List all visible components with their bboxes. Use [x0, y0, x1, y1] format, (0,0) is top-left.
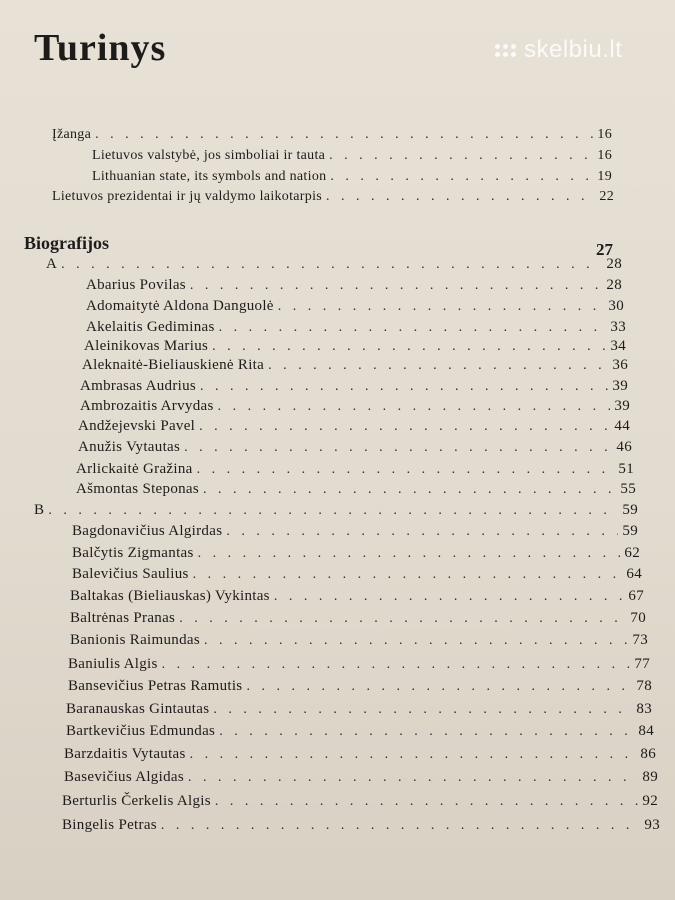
dot-leader	[274, 589, 625, 605]
toc-entry	[84, 338, 626, 358]
toc-entry-label: Baltakas (Bieliauskas) Vykintas	[70, 588, 270, 604]
toc-entry-intro	[92, 169, 612, 189]
toc-entry-label: Akelaitis Gediminas	[86, 319, 215, 335]
toc-entry-label: Ambrozaitis Arvydas	[80, 398, 214, 414]
toc-entry-label: Ašmontas Steponas	[76, 481, 200, 497]
dot-leader	[203, 482, 616, 498]
toc-entry-page: 34	[610, 338, 626, 354]
toc-entry-label: A	[46, 256, 58, 272]
page-title: Turinys	[34, 27, 167, 69]
toc-entry	[86, 298, 624, 318]
dot-leader	[212, 339, 606, 355]
toc-entry-intro	[92, 148, 612, 168]
toc-entry-page: 19	[597, 169, 612, 184]
toc-entry-page: 67	[628, 588, 644, 604]
toc-entry-label: Lithuanian state, its symbols and nation	[92, 169, 327, 184]
watermark-logo-icon	[495, 44, 516, 57]
toc-entry	[80, 378, 628, 398]
toc-entry-label: Bartkevičius Edmundas	[66, 723, 216, 739]
toc-entry	[64, 769, 658, 789]
dot-leader	[61, 257, 602, 273]
dot-leader	[179, 611, 626, 627]
dot-leader	[246, 679, 632, 695]
dot-leader	[95, 127, 593, 143]
toc-entry	[78, 418, 630, 438]
toc-entry-label: Bansevičius Petras Ramutis	[68, 678, 243, 694]
toc-entry	[66, 701, 652, 721]
dot-leader	[213, 702, 632, 718]
toc-entry-page: 59	[622, 502, 638, 518]
toc-entry	[80, 398, 630, 418]
toc-entry	[68, 656, 650, 676]
dot-leader	[219, 320, 607, 336]
toc-entry	[82, 357, 628, 377]
toc-entry-page: 55	[620, 481, 636, 497]
dot-leader	[161, 818, 640, 834]
dot-leader	[204, 633, 628, 649]
toc-entry-label: Bagdonavičius Algirdas	[72, 523, 223, 539]
toc-entry-page: 78	[636, 678, 652, 694]
toc-entry-page: 64	[626, 566, 642, 582]
toc-entry-intro	[52, 189, 614, 209]
toc-entry-page: 39	[614, 398, 630, 414]
toc-entry-page: 28	[606, 256, 622, 272]
toc-entry-label: Bingelis Petras	[62, 817, 157, 833]
section-heading: Biografijos	[24, 233, 109, 253]
toc-entry-label: Andžejevski Pavel	[78, 418, 196, 434]
dot-leader	[268, 358, 608, 374]
toc-entry-page: 39	[612, 378, 628, 394]
dot-leader	[215, 794, 639, 810]
toc-entry-page: 33	[610, 319, 626, 335]
toc-entry	[66, 723, 654, 743]
dot-leader	[193, 567, 623, 583]
toc-entry-page: 30	[608, 298, 624, 314]
dot-leader	[329, 148, 593, 164]
toc-entry-label: Aleknaitė-Bieliauskienė Rita	[82, 357, 265, 373]
toc-entry	[62, 793, 658, 813]
dot-leader	[190, 747, 637, 763]
dot-leader	[190, 278, 602, 294]
toc-entry-page: 44	[614, 418, 630, 434]
dot-leader	[162, 657, 631, 673]
dot-leader	[219, 724, 634, 740]
toc-entry-label: Lietuvos valstybė, jos simboliai ir tauta	[92, 148, 326, 163]
toc-entry-page: 16	[597, 127, 612, 142]
toc-entry-page: 28	[606, 277, 622, 293]
toc-entry-page: 46	[616, 439, 632, 455]
toc-entry-label: Baniulis Algis	[68, 656, 158, 672]
toc-entry	[72, 545, 640, 565]
toc-entry	[64, 746, 656, 766]
toc-entry-label: Basevičius Algidas	[64, 769, 184, 785]
watermark-text: skelbiu.lt	[524, 36, 623, 63]
toc-entry-page: 70	[630, 610, 646, 626]
toc-entry-label: Baltrėnas Pranas	[70, 610, 176, 626]
toc-entry-page: 16	[597, 148, 612, 163]
toc-entry-page: 83	[636, 701, 652, 717]
dot-leader	[197, 462, 615, 478]
dot-leader	[199, 419, 610, 435]
toc-entry	[70, 588, 644, 608]
toc-entry-label: Balevičius Saulius	[72, 566, 189, 582]
dot-leader	[330, 169, 593, 185]
toc-entry-page: 36	[612, 357, 628, 373]
dot-leader	[48, 503, 618, 519]
toc-entry	[70, 610, 646, 630]
dot-leader	[200, 379, 608, 395]
watermark	[495, 36, 622, 64]
toc-entry-page: 51	[618, 461, 634, 477]
toc-entry-page: 77	[634, 656, 650, 672]
toc-entry-page: 73	[632, 632, 648, 648]
toc-entry-label: Abarius Povilas	[86, 277, 186, 293]
letter-heading-b	[34, 502, 638, 522]
dot-leader	[226, 524, 618, 540]
toc-entry	[68, 678, 652, 698]
toc-entry	[76, 461, 634, 481]
toc-entry-label: Įžanga	[52, 127, 92, 142]
toc-entry	[78, 439, 632, 459]
toc-entry-label: Anužis Vytautas	[78, 439, 181, 455]
toc-entry-page: 86	[640, 746, 656, 762]
toc-entry	[72, 566, 642, 586]
toc-entry	[76, 481, 636, 501]
dot-leader	[188, 770, 638, 786]
toc-entry-label: Arlickaitė Gražina	[76, 461, 193, 477]
dot-leader	[198, 546, 621, 562]
toc-entry-page: 84	[638, 723, 654, 739]
toc-entry-label: Barzdaitis Vytautas	[64, 746, 186, 762]
toc-entry-label: Aleinikovas Marius	[84, 338, 209, 354]
toc-entry	[72, 523, 638, 543]
toc-entry-page: 22	[599, 189, 614, 204]
toc-entry-label: B	[34, 502, 45, 518]
toc-entry-label: Ambrasas Audrius	[80, 378, 197, 394]
dot-leader	[326, 189, 595, 205]
toc-entry-label: Adomaitytė Aldona Danguolė	[86, 298, 274, 314]
toc-entry-page: 89	[642, 769, 658, 785]
letter-heading-a	[46, 256, 622, 276]
toc-entry	[86, 277, 622, 297]
dot-leader	[218, 399, 611, 415]
toc-entry-label: Berturlis Čerkelis Algis	[62, 793, 211, 809]
toc-entry-label: Baranauskas Gintautas	[66, 701, 210, 717]
toc-entry-label: Lietuvos prezidentai ir jų valdymo laikotarpis	[52, 189, 323, 204]
dot-leader	[184, 440, 612, 456]
toc-entry-page: 59	[622, 523, 638, 539]
toc-entry	[62, 817, 660, 837]
toc-entry-page: 62	[624, 545, 640, 561]
toc-entry	[70, 632, 648, 652]
dot-leader	[278, 299, 605, 315]
toc-entry-label: Banionis Raimundas	[70, 632, 200, 648]
toc-entry-intro	[52, 127, 612, 147]
toc-entry-page: 92	[642, 793, 658, 809]
section-page: 27	[596, 240, 613, 259]
toc-entry-label: Balčytis Zigmantas	[72, 545, 194, 561]
toc-entry	[86, 319, 626, 339]
toc-entry-page: 93	[644, 817, 660, 833]
